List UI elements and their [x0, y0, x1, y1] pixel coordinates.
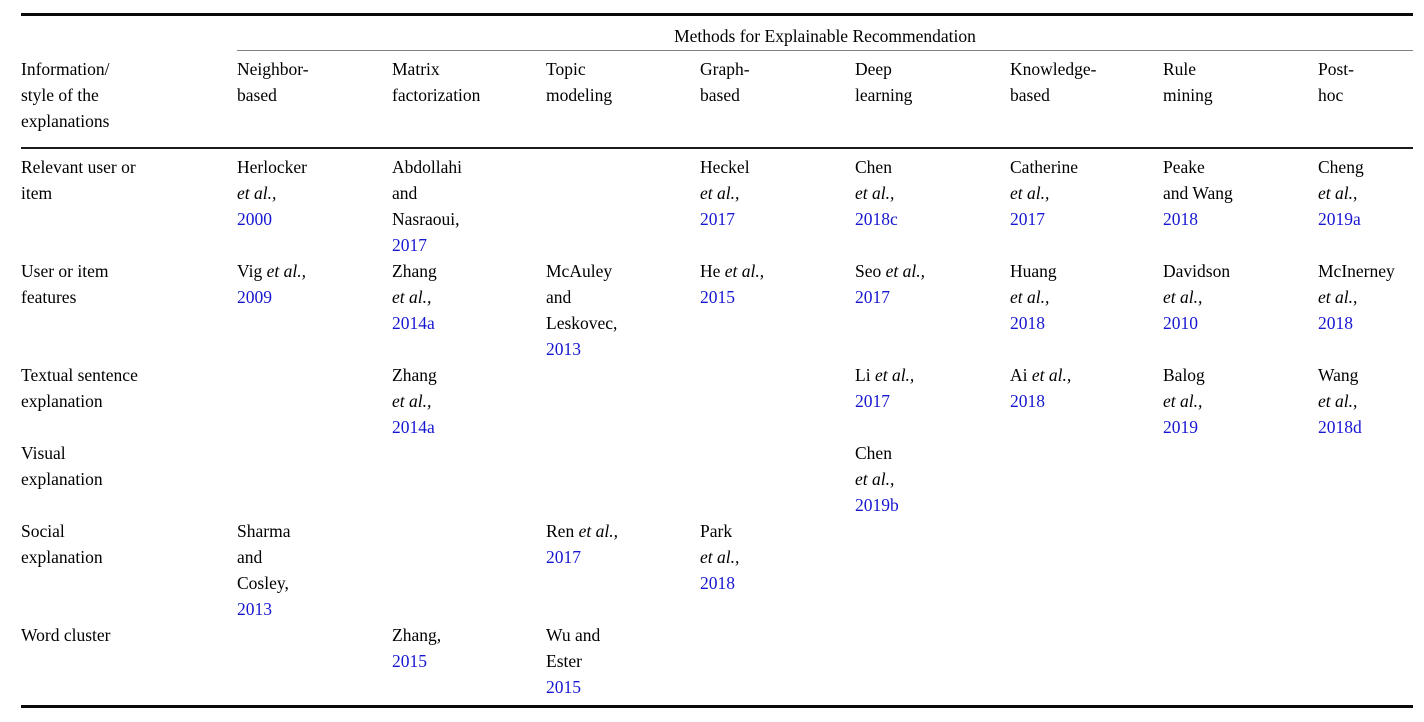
- et-al-text: et al.,: [1318, 286, 1358, 307]
- citation-text: Wang: [1318, 364, 1359, 385]
- column-header-line: modeling: [546, 85, 613, 105]
- row-label-line: explanation: [21, 468, 103, 489]
- citation-cell: [1318, 258, 1413, 362]
- citation-line: [237, 596, 392, 622]
- row-label-word-cluster: [21, 622, 237, 700]
- row-label-social-explanation: [21, 518, 237, 622]
- column-header-line: Deep: [855, 59, 892, 79]
- citation-text: Huang: [1010, 260, 1057, 281]
- citation-line: [392, 232, 546, 258]
- citation-line: [855, 206, 1010, 232]
- citation-year-link[interactable]: 2017: [700, 208, 735, 229]
- row-label-line: Word cluster: [21, 624, 111, 645]
- citation-line: [392, 258, 546, 284]
- citation-cell: [392, 154, 546, 258]
- citation-text: Seo: [855, 260, 886, 281]
- citation-text: Chen: [855, 442, 892, 463]
- citation-text: Abdollahi: [392, 156, 462, 177]
- citation-cell: [237, 622, 392, 700]
- et-al-text: et al.,: [1010, 286, 1050, 307]
- citation-cell: [1318, 362, 1413, 440]
- citation-line: [700, 258, 855, 284]
- citation-cell: [855, 622, 1010, 700]
- citation-text: McInerney: [1318, 260, 1395, 281]
- citation-cell: [546, 440, 700, 518]
- table-row-textual-sentence-explanation: [21, 362, 1413, 440]
- citation-text: Park: [700, 520, 733, 541]
- citation-line: [392, 388, 546, 414]
- citation-cell: [1163, 440, 1318, 518]
- citation-cell: [1318, 622, 1413, 700]
- column-header-line: learning: [855, 85, 913, 105]
- citation-year-link[interactable]: 2019a: [1318, 208, 1361, 229]
- citation-line: [392, 648, 546, 674]
- column-header-graph-based: [700, 56, 855, 134]
- row-label-line: item: [21, 182, 53, 203]
- citation-text: Vig: [237, 260, 267, 281]
- citation-line: [1010, 388, 1163, 414]
- citation-line: [1318, 180, 1413, 206]
- citation-cell: [237, 518, 392, 622]
- citation-text: Nasraoui,: [392, 208, 460, 229]
- citation-line: [1163, 154, 1318, 180]
- citation-text: Sharma: [237, 520, 291, 541]
- citation-line: [1163, 206, 1318, 232]
- row-label-line: Textual sentence: [21, 364, 138, 385]
- citation-text: Balog: [1163, 364, 1205, 385]
- citation-cell: [1163, 362, 1318, 440]
- citation-cell: [855, 154, 1010, 258]
- citation-cell: [1318, 440, 1413, 518]
- row-label-visual-explanation: [21, 440, 237, 518]
- citation-line: [855, 362, 1010, 388]
- citation-cell: [700, 154, 855, 258]
- citation-cell: [237, 154, 392, 258]
- et-al-text: et al.,: [1031, 364, 1072, 385]
- span-header-title: Methods for Explainable Recommendation: [674, 26, 976, 46]
- citation-text: Cheng: [1318, 156, 1364, 177]
- citation-line: [392, 310, 546, 336]
- citation-cell: [546, 362, 700, 440]
- citation-line: [855, 466, 1010, 492]
- citation-cell: [392, 362, 546, 440]
- citation-line: [1010, 206, 1163, 232]
- row-header-title: [21, 56, 237, 134]
- citation-line: [546, 310, 700, 336]
- citation-cell: [392, 440, 546, 518]
- citation-line: [700, 544, 855, 570]
- column-header-neighbor-based: [237, 56, 392, 134]
- citation-year-link[interactable]: 2018: [1010, 312, 1045, 333]
- column-header-knowledge-based: [1010, 56, 1163, 134]
- citation-cell: [1318, 518, 1413, 622]
- citation-line: [855, 388, 1010, 414]
- row-label-relevant-user-or-item: [21, 154, 237, 258]
- citation-line: [546, 648, 700, 674]
- citation-cell: [1010, 440, 1163, 518]
- citation-line: [700, 180, 855, 206]
- citation-line: [700, 518, 855, 544]
- citation-line: [237, 258, 392, 284]
- citation-line: [237, 284, 392, 310]
- citation-line: [700, 154, 855, 180]
- row-label-line: Visual: [21, 442, 66, 463]
- row-label-line: Social: [21, 520, 65, 541]
- table-row-user-or-item-features: [21, 258, 1413, 362]
- citation-line: [1010, 154, 1163, 180]
- citation-line: [855, 492, 1010, 518]
- citation-cell: [700, 518, 855, 622]
- et-al-text: et al.,: [1163, 390, 1203, 411]
- citation-text: McAuley: [546, 260, 613, 281]
- citation-year-link[interactable]: 2017: [392, 234, 427, 255]
- citation-line: [855, 154, 1010, 180]
- citation-cell: [700, 440, 855, 518]
- column-header-line: Graph-: [700, 59, 750, 79]
- citation-line: [392, 414, 546, 440]
- citation-line: [1163, 310, 1318, 336]
- citation-line: [1163, 414, 1318, 440]
- citation-line: [237, 518, 392, 544]
- citation-cell: [1318, 154, 1413, 258]
- citation-cell: [546, 258, 700, 362]
- citation-cell: [1010, 518, 1163, 622]
- citation-year-link[interactable]: 2019b: [855, 494, 899, 515]
- citation-cell: [700, 258, 855, 362]
- citation-text: Li: [855, 364, 875, 385]
- column-header-topic-modeling: [546, 56, 700, 134]
- citation-line: [237, 544, 392, 570]
- citation-cell: [1163, 518, 1318, 622]
- citation-line: [392, 154, 546, 180]
- citation-year-link[interactable]: 2017: [855, 286, 890, 307]
- citation-line: [546, 518, 700, 544]
- row-label-user-or-item-features: [21, 258, 237, 362]
- citation-cell: [855, 440, 1010, 518]
- table-row-social-explanation: [21, 518, 1413, 622]
- table-row-visual-explanation: [21, 440, 1413, 518]
- citation-line: [546, 622, 700, 648]
- citation-line: [1163, 258, 1318, 284]
- column-header-deep-learning: [855, 56, 1010, 134]
- citation-text: Zhang: [392, 260, 437, 281]
- et-al-text: et al.,: [578, 520, 618, 541]
- citation-line: [1163, 362, 1318, 388]
- citation-year-link[interactable]: 2017: [546, 546, 581, 567]
- citation-line: [1318, 154, 1413, 180]
- citation-line: [1318, 310, 1413, 336]
- citation-cell: [1010, 622, 1163, 700]
- row-label-line: Relevant user or: [21, 156, 136, 177]
- citation-line: [546, 674, 700, 700]
- citation-cell: [700, 622, 855, 700]
- et-al-text: et al.,: [1163, 286, 1203, 307]
- citation-line: [1163, 388, 1318, 414]
- citation-year-link[interactable]: 2015: [546, 676, 581, 697]
- et-al-text: et al.,: [266, 260, 306, 281]
- column-header-post-hoc: [1318, 56, 1413, 134]
- citation-line: [237, 154, 392, 180]
- citation-line: [1163, 180, 1318, 206]
- column-header-line: Rule: [1163, 59, 1197, 79]
- citation-text: Cosley,: [237, 572, 289, 593]
- et-al-text: et al.,: [724, 260, 765, 281]
- citation-cell: [855, 362, 1010, 440]
- column-header-line: based: [1010, 85, 1050, 105]
- citation-line: [1318, 414, 1413, 440]
- row-header-line: style of the: [21, 85, 99, 105]
- et-al-text: et al.,: [874, 364, 915, 385]
- column-header-row: [21, 51, 1413, 147]
- citation-year-link[interactable]: 2018: [1318, 312, 1353, 333]
- column-header-line: mining: [1163, 85, 1213, 105]
- citation-cell: [392, 258, 546, 362]
- citation-line: [237, 570, 392, 596]
- citation-year-link[interactable]: 2018: [1010, 390, 1045, 411]
- column-header-rule-mining: [1163, 56, 1318, 134]
- et-al-text: et al.,: [700, 182, 740, 203]
- citation-text: Zhang,: [392, 624, 442, 645]
- citation-line: [237, 180, 392, 206]
- row-label-textual-sentence-explanation: [21, 362, 237, 440]
- citation-year-link[interactable]: 2018: [1163, 208, 1198, 229]
- citation-year-link[interactable]: 2000: [237, 208, 272, 229]
- row-label-line: features: [21, 286, 77, 307]
- citation-line: [392, 284, 546, 310]
- citation-year-link[interactable]: 2018c: [855, 208, 898, 229]
- citation-text: Herlocker: [237, 156, 307, 177]
- column-header-line: based: [700, 85, 740, 105]
- citation-line: [855, 258, 1010, 284]
- citation-cell: [237, 362, 392, 440]
- citation-year-link[interactable]: 2015: [700, 286, 735, 307]
- citation-year-link[interactable]: 2009: [237, 286, 272, 307]
- citation-cell: [700, 362, 855, 440]
- citation-text: and: [237, 546, 263, 567]
- column-header-line: Topic: [546, 59, 586, 79]
- citation-text: Wu and: [546, 624, 601, 645]
- citation-year-link[interactable]: 2010: [1163, 312, 1198, 333]
- citation-year-link[interactable]: 2017: [1010, 208, 1045, 229]
- column-header-line: factorization: [392, 85, 481, 105]
- citation-text: Davidson: [1163, 260, 1231, 281]
- et-al-text: et al.,: [1318, 182, 1358, 203]
- citation-cell: [237, 440, 392, 518]
- citation-text: and: [546, 286, 572, 307]
- citation-cell: [1163, 154, 1318, 258]
- citation-year-link[interactable]: 2013: [546, 338, 581, 359]
- citation-line: [700, 570, 855, 596]
- citation-cell: [237, 258, 392, 362]
- citation-text: Ren: [546, 520, 579, 541]
- citation-text: Chen: [855, 156, 892, 177]
- table-row-word-cluster: [21, 622, 1413, 700]
- citation-text: He: [700, 260, 725, 281]
- citation-year-link[interactable]: 2018: [700, 572, 735, 593]
- citation-line: [700, 206, 855, 232]
- citation-cell: [546, 154, 700, 258]
- citation-text: Ester: [546, 650, 582, 671]
- row-header-line: Information/: [21, 59, 110, 79]
- citation-text: and Wang: [1163, 182, 1233, 203]
- citation-line: [1010, 284, 1163, 310]
- citation-line: [1318, 206, 1413, 232]
- et-al-text: et al.,: [392, 390, 432, 411]
- et-al-text: et al.,: [700, 546, 740, 567]
- et-al-text: et al.,: [855, 468, 895, 489]
- citation-year-link[interactable]: 2013: [237, 598, 272, 619]
- citation-year-link[interactable]: 2014a: [392, 416, 435, 437]
- citation-text: Catherine: [1010, 156, 1079, 177]
- bottom-rule: [21, 705, 1413, 708]
- citation-cell: [1010, 154, 1163, 258]
- citation-cell: [855, 258, 1010, 362]
- citation-line: [1010, 180, 1163, 206]
- citation-line: [237, 206, 392, 232]
- citation-year-link[interactable]: 2017: [855, 390, 890, 411]
- column-header-line: Neighbor-: [237, 59, 309, 79]
- citation-line: [855, 180, 1010, 206]
- et-al-text: et al.,: [885, 260, 925, 281]
- citation-text: Ai: [1010, 364, 1032, 385]
- citation-line: [855, 284, 1010, 310]
- et-al-text: et al.,: [1318, 390, 1358, 411]
- citation-year-link[interactable]: 2015: [392, 650, 427, 671]
- column-header-matrix-factorization: [392, 56, 546, 134]
- citation-year-link[interactable]: 2019: [1163, 416, 1198, 437]
- citation-line: [392, 206, 546, 232]
- citation-line: [1010, 258, 1163, 284]
- citation-cell: [546, 622, 700, 700]
- citation-line: [546, 258, 700, 284]
- citation-text: Peake: [1163, 156, 1205, 177]
- citation-cell: [546, 518, 700, 622]
- citation-text: Heckel: [700, 156, 750, 177]
- row-label-line: explanation: [21, 390, 103, 411]
- citation-text: and: [392, 182, 418, 203]
- row-header-line: explanations: [21, 111, 110, 131]
- citation-line: [546, 284, 700, 310]
- citation-cell: [392, 518, 546, 622]
- column-header-line: Post-: [1318, 59, 1354, 79]
- citation-cell: [855, 518, 1010, 622]
- citation-cell: [1010, 258, 1163, 362]
- table-body: [21, 149, 1413, 700]
- citation-line: [392, 622, 546, 648]
- citation-line: [392, 362, 546, 388]
- citation-year-link[interactable]: 2014a: [392, 312, 435, 333]
- citation-line: [700, 284, 855, 310]
- et-al-text: et al.,: [237, 182, 277, 203]
- citation-line: [1163, 284, 1318, 310]
- et-al-text: et al.,: [392, 286, 432, 307]
- explainable-recommendation-table: [21, 13, 1413, 708]
- citation-line: [1318, 388, 1413, 414]
- column-header-line: Knowledge-: [1010, 59, 1097, 79]
- citation-cell: [1163, 258, 1318, 362]
- citation-line: [855, 440, 1010, 466]
- citation-text: Leskovec,: [546, 312, 618, 333]
- citation-year-link[interactable]: 2018d: [1318, 416, 1362, 437]
- citation-line: [1318, 284, 1413, 310]
- citation-cell: [1163, 622, 1318, 700]
- citation-line: [392, 180, 546, 206]
- citation-cell: [392, 622, 546, 700]
- citation-line: [1318, 258, 1413, 284]
- table-row-relevant-user-or-item: [21, 154, 1413, 258]
- et-al-text: et al.,: [1010, 182, 1050, 203]
- citation-line: [1010, 362, 1163, 388]
- row-label-line: User or item: [21, 260, 109, 281]
- citation-text: Zhang: [392, 364, 437, 385]
- span-header: [237, 16, 1413, 51]
- citation-line: [1010, 310, 1163, 336]
- et-al-text: et al.,: [855, 182, 895, 203]
- citation-line: [546, 336, 700, 362]
- column-header-line: hoc: [1318, 85, 1344, 105]
- citation-line: [1318, 362, 1413, 388]
- column-header-line: based: [237, 85, 277, 105]
- row-label-line: explanation: [21, 546, 103, 567]
- citation-line: [546, 544, 700, 570]
- column-header-line: Matrix: [392, 59, 440, 79]
- citation-cell: [1010, 362, 1163, 440]
